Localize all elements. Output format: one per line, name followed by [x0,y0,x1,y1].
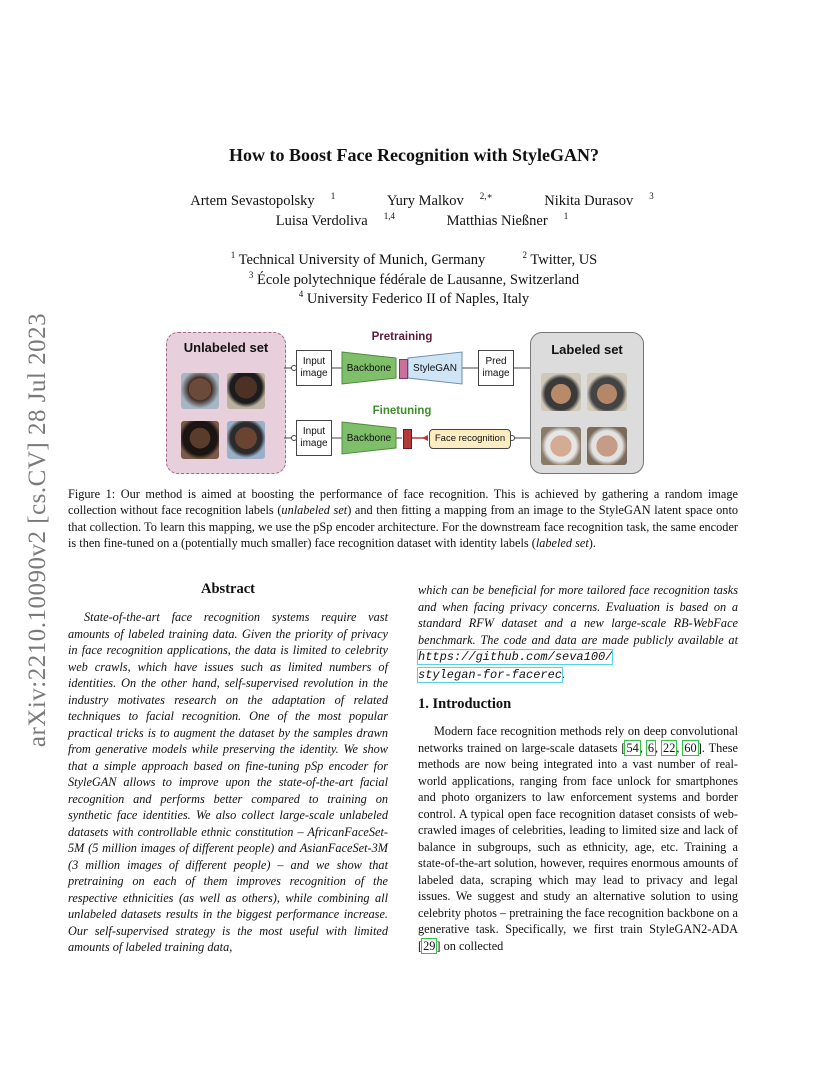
unlabeled-set-label: Unlabeled set [183,340,269,355]
introduction-text: Modern face recognition methods rely on deep convolutional networks trained on large-scale datasets [54, 6, 22, 60]. These methods are now being integrated into a vast number of real-world applications, ranging from face unlock for smartphones and photo organizers to law enforcement systems and border control. A typical open face recognition dataset consists of web-crawled images of celebrities, leading to limited size and lack of balance in subgroups, such as ethnicity, age, etc. Training a state-of-the-art solution, however, requires enormous amounts of labeled data, scraping which may lead to privacy and legal issues. We suggest and study an alternative solution to using celebrity photos – pretraining the face recognition backbone on a generative task. Specifically, we first train StyleGAN2-ADA [29] on collected [418,724,738,953]
author: Artem Sevastopolsky $^1$ [190,191,336,209]
abstract-text: State-of-the-art face recognition systems require vast amounts of labeled training data. Given the priority of privacy in face recognition applications, the data is limited to celebrity web crawls, which have issues such as limited numbers of identities. On the other hand, self-supervised revolution in the industry motivates research on the adaptation of related techniques to facial recognition. One of the most popular practical tricks is to augment the dataset by the samples drawn from generative models while preserving the identity. We show that a simple approach based on fine-tuning pSp encoder for StyleGAN allows to improve upon the state-of-the-art facial recognition and performs better compared to training on synthetic face identities. We also collect large-scale unlabeled datasets with controllable ethnic constitution – AfricanFaceSet-5M (5 million images of different people) and AsianFaceSet-3M (3 million images of different people) – and we show that pretraining on each of them improves recognition of the respective ethnicities (as well as others), while combining all unlabeled datasets results in the biggest performance increase. Our self-supervised strategy is the most useful with limited amounts of labeled training data, [68,610,388,954]
arxiv-stamp [8,290,68,770]
authors-row-1 [0,193,828,210]
labeled-set-label: Labeled set [551,342,623,357]
code-url-link[interactable]: https://github.com/seva100/ stylegan-for-facerec [418,650,613,682]
paper-title: How to Boost Face Recognition with StyleGAN? [229,145,599,165]
citation-link[interactable]: 22 [663,740,676,755]
affiliation-row-2: $^3$ École polytechnique fédérale de Lausanne, Switzerland [248,270,580,288]
affiliation-row-1: $^1$ Technical University of Munich, Germany $^2$ Twitter, US [230,250,598,268]
citation-link[interactable]: 54 [626,740,639,755]
figure-caption: Figure 1: Our method is aimed at boosting the performance of face recognition. This is achieved by gathering a random image collection without face recognition labels (unlabeled set) and then fitting a mapping from an image to the StyleGAN latent space onto that collection. To learn this mapping, we use the pSp encoder architecture. For the downstream face recognition task, the same encoder is then fine-tuned on a (potentially much smaller) face recognition dataset with identity labels (labeled set). [68,487,739,551]
backbone-block: Backbone [346,362,392,374]
citation-link[interactable]: 60 [684,740,697,755]
author: Nikita Durasov $^3$ [544,191,654,209]
latent-code [403,429,412,449]
abstract-heading: Abstract [201,581,255,597]
author: Luisa Verdoliva $^{1,4}$ [275,211,395,229]
input-image-box: Input image [296,420,332,456]
stylegan-block: StyleGAN [413,362,457,374]
input-image-box: Input image [296,350,332,386]
backbone-block: Backbone [346,432,392,444]
pred-image-box: Pred image [478,350,514,386]
author: Yury Malkov $^{2,∗}$ [386,191,493,209]
figure-connectors [166,328,648,474]
citation-link[interactable]: 29 [423,938,436,953]
pretraining-label: Pretraining [371,331,433,343]
introduction-heading: 1. Introduction [418,696,512,712]
face-recognition-block: Face recognition [429,429,511,449]
author: Matthias Nießner $^1$ [446,211,569,229]
affiliation-row-3: $^4$ University Federico II of Naples, Italy [298,289,530,307]
arxiv-id: arXiv:2210.10090v2 [cs.CV] 28 Jul 2023 [24,312,51,748]
latent-code [399,359,408,379]
citation-link[interactable]: 6 [647,740,654,755]
finetuning-label: Finetuning [372,405,432,417]
authors-row-2 [0,213,828,230]
figure-1 [166,328,648,474]
abstract-continuation: which can be beneficial for more tailored face recognition tasks and when facing privacy concerns. Evaluation is based on a standard RFW dataset and a new large-scale RB-WebFace benchmark. The code and data are made publicly available at https://github.com/seva100/ stylegan-for-facerec. [418,583,738,682]
